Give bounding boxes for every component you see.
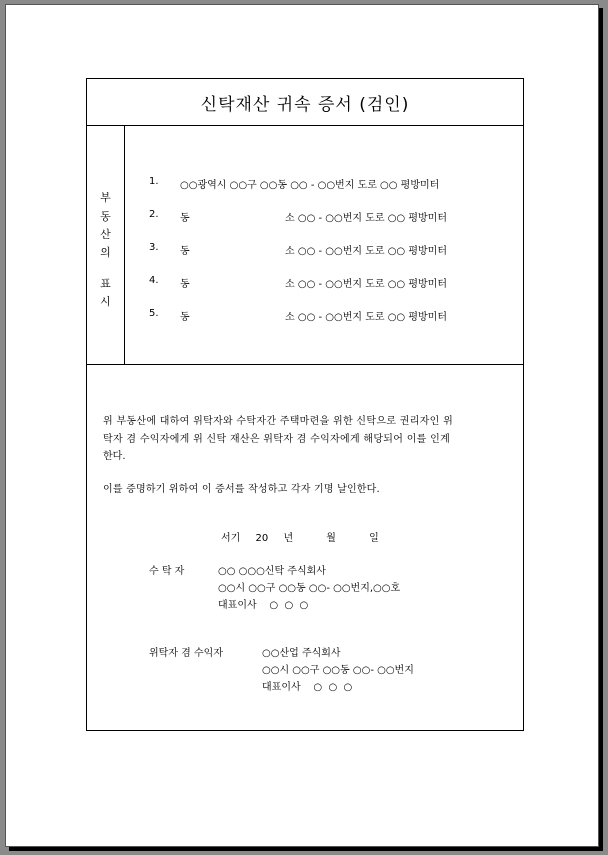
property-section	[87, 126, 523, 365]
trustee-name: ○○ ○○○신탁 주식회사	[218, 566, 326, 577]
trustor-label: 위탁자 겸 수익자	[149, 648, 223, 659]
trustee-label: 수 탁 자	[149, 566, 185, 577]
item-detail: 소 ○○ - ○○번지 도로 ○○ 평방미터	[285, 279, 447, 290]
date-year-unit: 년	[283, 533, 294, 544]
date-year: 20	[255, 533, 269, 544]
item-number: 3.	[149, 242, 159, 253]
page-shadow-bottom	[9, 847, 603, 851]
trustee-address: ○○시 ○○구 ○○동 ○○- ○○번지,○○호	[218, 583, 401, 594]
item-number: 1.	[149, 176, 159, 187]
item-location: ○○광역시 ○○구 ○○동 ○○ - ○○번지 도로 ○○ 평방미터	[180, 180, 440, 191]
property-label-char: 의	[100, 246, 111, 259]
page-shadow-right	[599, 8, 603, 851]
property-label-char: 표	[100, 277, 111, 290]
trustor-address: ○○시 ○○구 ○○동 ○○- ○○번지	[262, 665, 414, 676]
item-detail: 소 ○○ - ○○번지 도로 ○○ 평방미터	[285, 312, 447, 323]
property-label-char: 시	[100, 295, 111, 308]
date-day-unit: 일	[369, 533, 379, 544]
property-label-char: 동	[100, 210, 111, 223]
certificate-frame	[86, 78, 524, 731]
trustor-name: ○○산업 주식회사	[262, 648, 341, 659]
item-location: 동	[180, 213, 190, 224]
date-month-unit: 월	[326, 533, 336, 544]
item-detail: 소 ○○ - ○○번지 도로 ○○ 평방미터	[285, 213, 447, 224]
item-location: 동	[180, 312, 190, 323]
body-line: 위 부동산에 대하여 위탁자와 수탁자간 주택마련을 위한 신탁으로 권리자인 위	[103, 416, 454, 427]
item-number: 4.	[149, 275, 159, 286]
item-location: 동	[180, 246, 190, 257]
date-era: 서기	[221, 533, 241, 544]
item-number: 5.	[149, 308, 159, 319]
property-label	[87, 126, 125, 364]
body-line: 한다.	[103, 451, 126, 462]
property-label-char: 산	[100, 228, 111, 241]
body-line: 이를 증명하기 위하여 이 증서를 작성하고 각자 기명 날인한다.	[103, 484, 380, 495]
body-line: 탁자 겸 수익자에게 위 신탁 재산은 위탁자 겸 수익자에게 해당되어 이를 인계	[103, 434, 451, 445]
item-location: 동	[180, 279, 190, 290]
document-page	[5, 4, 599, 847]
item-detail: 소 ○○ - ○○번지 도로 ○○ 평방미터	[285, 246, 447, 257]
property-label-char: 부	[100, 191, 111, 204]
trustee-representative: 대표이사 ○ ○ ○	[218, 600, 309, 611]
trustor-representative: 대표이사 ○ ○ ○	[262, 682, 353, 693]
date-line	[221, 529, 379, 544]
document-title: 신탁재산 귀속 증서 (검인)	[87, 79, 523, 126]
item-number: 2.	[149, 209, 159, 220]
